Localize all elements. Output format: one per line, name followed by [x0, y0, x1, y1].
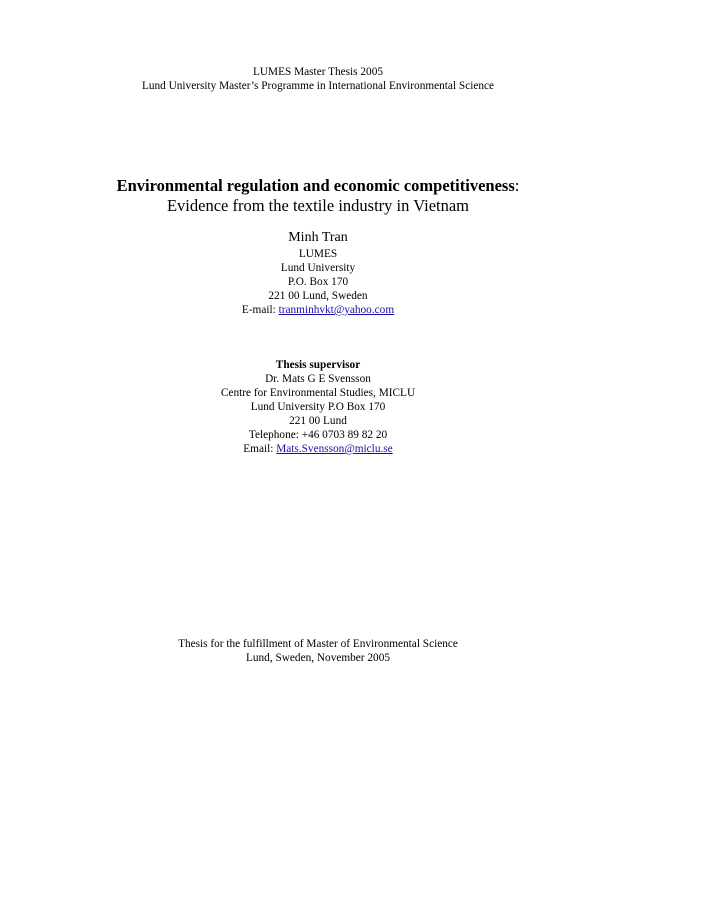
author-affiliation-university: Lund University	[280, 262, 356, 274]
supervisor-email-label: Email:	[243, 443, 277, 455]
author-name: Minh Tran	[288, 230, 348, 245]
supervisor-name: Dr. Mats G E Svensson	[265, 373, 371, 385]
supervisor-heading: Thesis supervisor	[275, 359, 361, 371]
author-affiliation-lumes: LUMES	[298, 248, 338, 260]
supervisor-email-line	[0, 442, 636, 456]
author-email-line	[0, 303, 636, 317]
thesis-title	[0, 176, 636, 196]
author-address-city: 221 00 Lund, Sweden	[268, 290, 368, 302]
header-thesis-series: LUMES Master Thesis 2005	[252, 66, 383, 78]
header-programme: Lund University Master’s Programme in International Environmental Science	[141, 80, 495, 92]
thesis-title-main: Environmental regulation and economic competitiveness	[116, 176, 515, 195]
supervisor-telephone: Telephone: +46 0703 89 82 20	[248, 429, 388, 441]
thesis-title-colon: :	[514, 176, 520, 195]
thesis-place-date: Lund, Sweden, November 2005	[245, 652, 390, 664]
thesis-purpose: Thesis for the fulfillment of Master of Environmental Science	[178, 638, 458, 650]
author-email-label: E-mail:	[241, 304, 279, 316]
supervisor-address-city: 221 00 Lund	[289, 415, 347, 427]
author-address-box: P.O. Box 170	[287, 276, 349, 288]
supervisor-centre: Centre for Environmental Studies, MICLU	[220, 387, 416, 399]
thesis-subtitle: Evidence from the textile industry in Vietnam	[166, 196, 470, 215]
author-email-link[interactable]: tranminhvkt@yahoo.com	[278, 304, 395, 316]
supervisor-address-box: Lund University P.O Box 170	[250, 401, 386, 413]
supervisor-email-link[interactable]: Mats.Svensson@miclu.se	[276, 443, 393, 455]
